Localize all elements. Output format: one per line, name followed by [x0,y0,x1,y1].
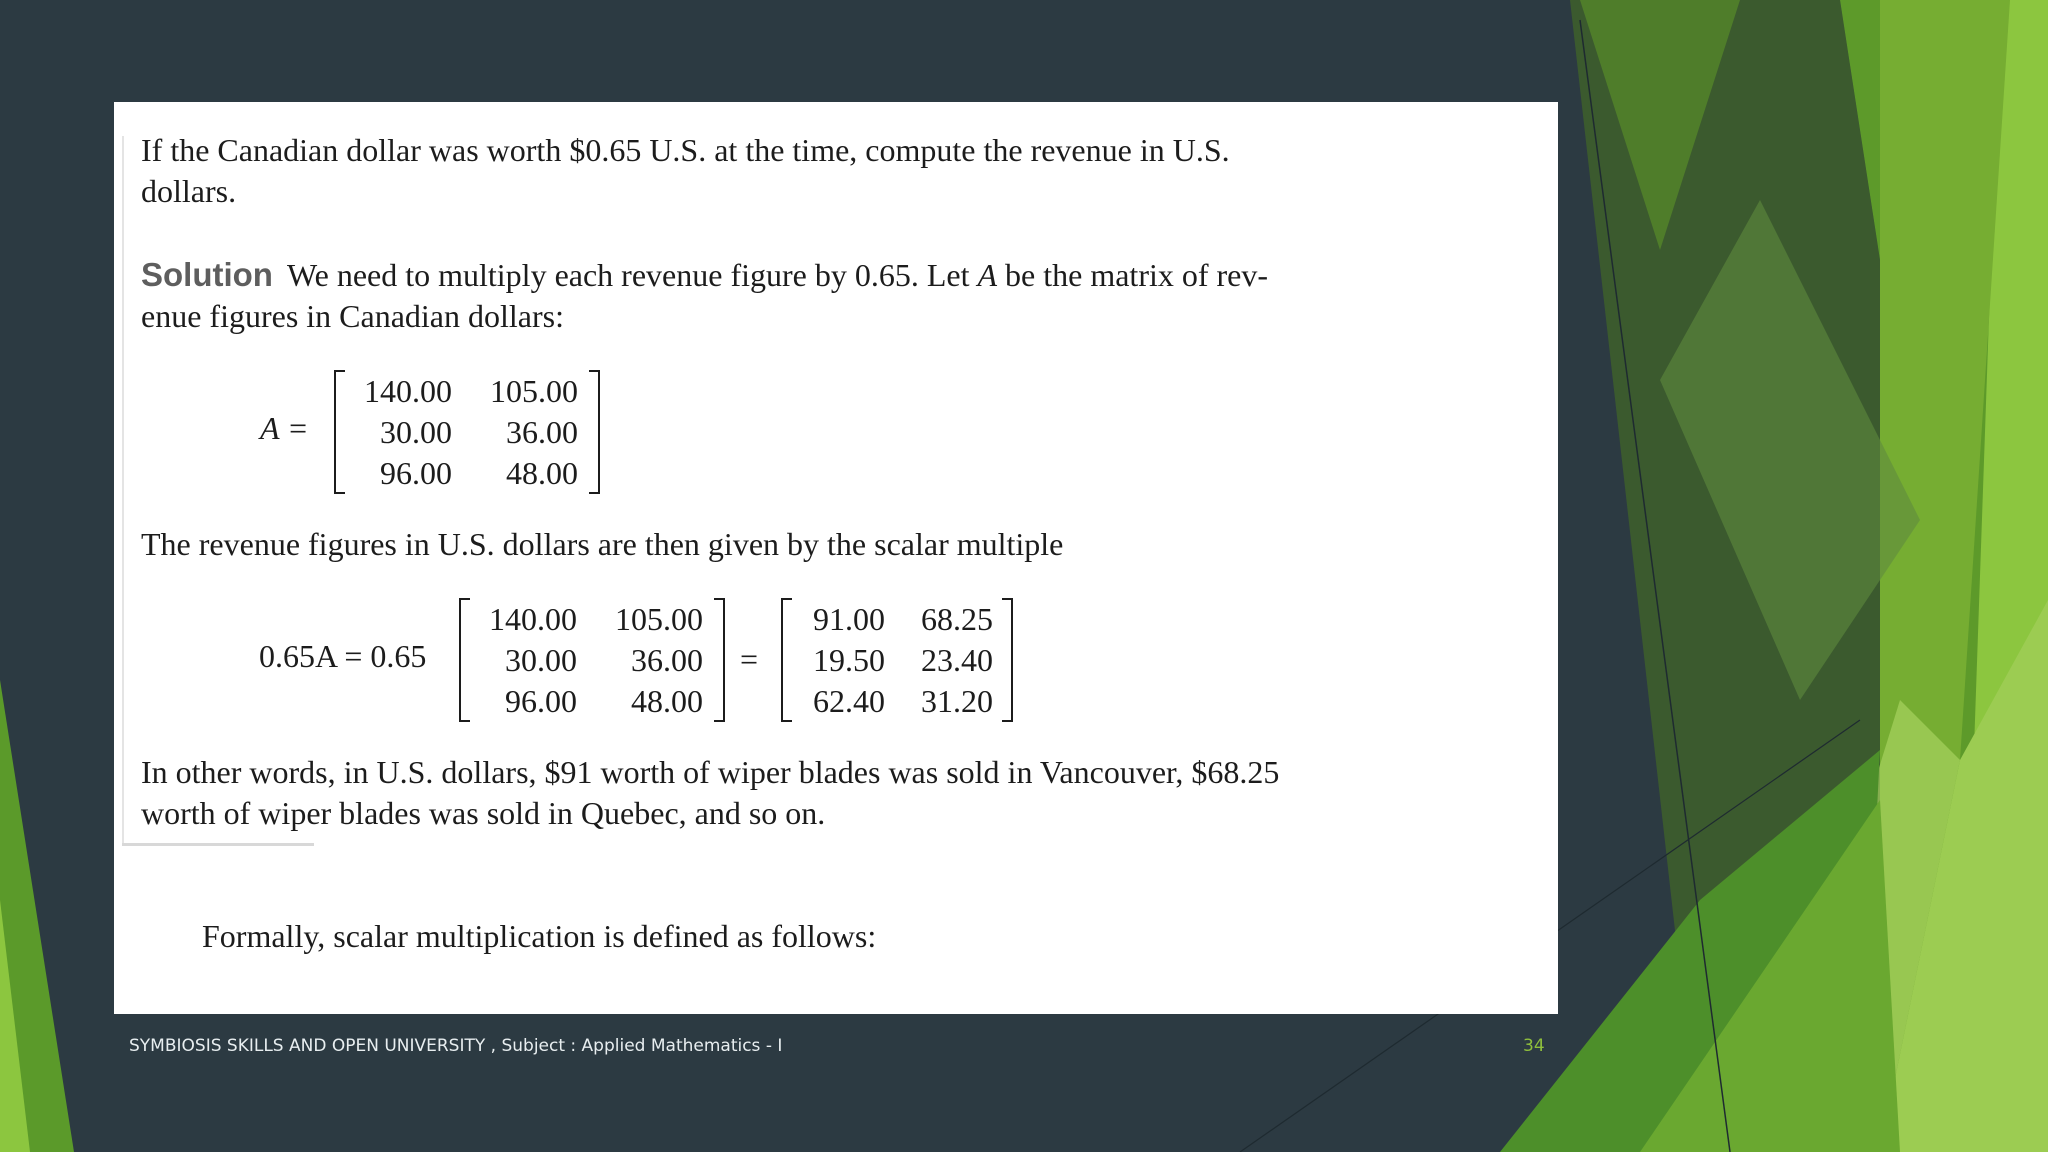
matrix-cell: 140.00 [364,373,452,409]
matrix-cell: 68.25 [921,601,993,637]
matrix-result [781,598,1013,722]
matrix-cell: 140.00 [489,601,577,637]
matrix-cell: 48.00 [506,455,578,491]
solution-paragraph [141,254,1321,337]
equation-2-equals: = [740,641,759,677]
table-row [803,599,993,640]
matrix-cell: 96.00 [505,683,577,719]
table-row [481,681,703,722]
solution-variable: A [977,257,998,293]
matrix-a-copy [459,598,725,722]
solution-label: Solution [141,256,273,293]
equation-1-label: A = [260,410,309,446]
equation-2-lhs: 0.65A = 0.65 [259,638,427,674]
table-row [356,371,578,412]
table-row [356,453,578,494]
matrix-cell: 105.00 [490,373,578,409]
matrix-cell: 30.00 [380,414,452,450]
table-row [481,599,703,640]
matrix-cell: 48.00 [631,683,703,719]
matrix-cell: 30.00 [505,642,577,678]
matrix-cell: 19.50 [813,642,885,678]
matrix-cell: 36.00 [631,642,703,678]
solution-text-part-1: We need to multiply each revenue figure by 0.65. Let [286,257,978,293]
matrix-cell: 105.00 [615,601,703,637]
matrix-a-copy-left-bracket [459,598,470,722]
table-row [803,681,993,722]
matrix-a-copy-right-bracket [714,598,725,722]
formal-definition-paragraph: Formally, scalar multiplication is defined as follows: [202,918,877,954]
matrix-cell: 96.00 [380,455,452,491]
conclusion-paragraph: In other words, in U.S. dollars, $91 worth of wiper blades was sold in Vancouver, $68.25 worth of wiper blades was sold in Quebec, and so on. [141,754,1280,831]
intro-paragraph: If the Canadian dollar was worth $0.65 U.S. at the time, compute the revenue in U.S. dollars. [141,132,1230,209]
solution-text-part-2: be the matrix of rev- enue figures in Canadian dollars: [141,257,1269,334]
matrix-a [334,370,600,494]
scan-edge-shadow [122,843,314,846]
matrix-cell: 36.00 [506,414,578,450]
matrix-cell: 31.20 [921,683,993,719]
matrix-a-right-bracket [589,370,600,494]
matrix-result-left-bracket [781,598,792,722]
scan-edge-rule [122,136,124,844]
table-row [356,412,578,453]
table-row [803,640,993,681]
matrix-result-right-bracket [1002,598,1013,722]
matrix-cell: 62.40 [813,683,885,719]
slide-text [141,130,1341,337]
matrix-cell: 23.40 [921,642,993,678]
table-row [481,640,703,681]
scalar-multiple-paragraph: The revenue figures in U.S. dollars are then given by the scalar multiple [141,526,1064,562]
page-number: 34 [1523,1036,1545,1056]
footer-institution: SYMBIOSIS SKILLS AND OPEN UNIVERSITY , Subject : Applied Mathematics - I [129,1036,783,1056]
matrix-a-left-bracket [334,370,345,494]
matrix-cell: 91.00 [813,601,885,637]
